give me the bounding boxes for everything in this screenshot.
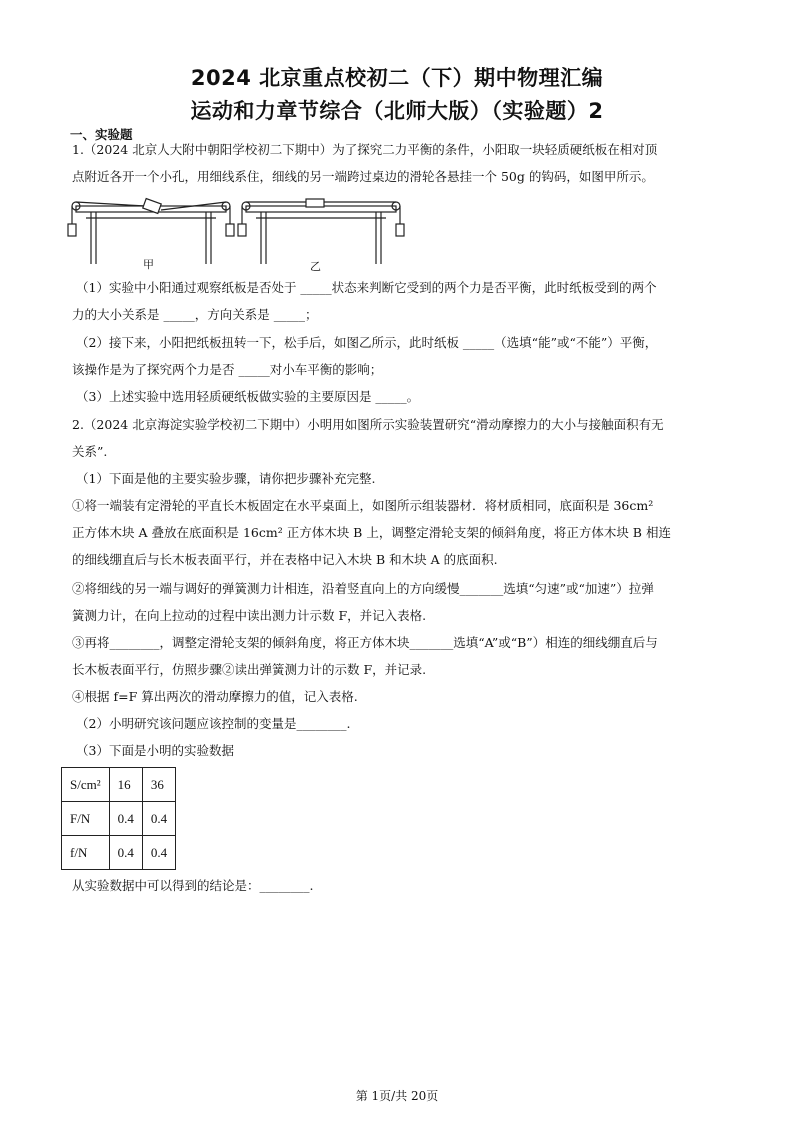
figure-label-b: 乙: [310, 260, 321, 273]
q2-conclusion: 从实验数据中可以得到的结论是：________.: [72, 878, 314, 893]
q1-stem-line2: 点附近各开一个小孔，用细线系住，细线的另一端跨过桌边的滑轮各悬挂一个 50g 的钩码，如图甲所示。: [72, 169, 654, 184]
figure-label-a: 甲: [143, 258, 154, 271]
q2-step1-a: ①将一端装有定滑轮的平直长木板固定在水平桌面上，如图所示组装器材．将材质相同，底面积是 36cm²: [72, 498, 654, 513]
page-subtitle: 运动和力章节综合（北师大版）（实验题）2: [190, 99, 604, 123]
q1-stem-line1: 1.（2024 北京人大附中朝阳学校初二下期中）为了探究二力平衡的条件，小阳取一块轻质硬纸板在相对顶: [72, 142, 658, 157]
q2-stem-line1: 2.（2024 北京海淀实验学校初二下期中）小明用如图所示实验装置研究“滑动摩擦力的大小与接触面积有无: [72, 417, 664, 432]
q2-step1-b: 正方体木块 A 叠放在底面积是 16cm² 正方体木块 B 上，调整定滑轮支架的倾斜角度，将正方体木块 B 相连: [72, 525, 671, 540]
q2-step4: ④根据 f=F 算出两次的滑动摩擦力的值，记入表格.: [72, 689, 358, 704]
q1-part3: （3）上述实验中选用轻质硬纸板做实验的主要原因是 _____。: [76, 389, 420, 404]
page-title: 2024 北京重点校初二（下）期中物理汇编: [190, 66, 604, 90]
table-cell: 0.4: [109, 802, 142, 836]
q2-sub3: （3）下面是小明的实验数据: [76, 743, 234, 758]
table-row: [62, 802, 176, 836]
table-cell: 0.4: [142, 836, 175, 870]
q2-step1-c: 的细线绷直后与长木板表面平行，并在表格中记入木块 B 和木块 A 的底面积.: [72, 552, 498, 567]
table-cell: 16: [109, 768, 142, 802]
table-b-diagram: [238, 199, 404, 264]
table-cell: F/N: [62, 802, 110, 836]
section-heading: 一、实验题: [70, 127, 133, 142]
q1-part2-line2: 该操作是为了探究两个力是否 _____对小车平衡的影响；: [72, 362, 383, 377]
q2-sub1: （1）下面是他的主要实验步骤，请你把步骤补充完整.: [76, 471, 376, 486]
q2-sub2: （2）小明研究该问题应该控制的变量是________.: [76, 716, 351, 731]
table-row: [62, 836, 176, 870]
table-cell: 0.4: [109, 836, 142, 870]
table-cell: f/N: [62, 836, 110, 870]
q2-step3-a: ③再将________，调整定滑轮支架的倾斜角度，将正方体木块_______选填“A”或“B”）相连的细线绷直后与: [72, 635, 658, 650]
page-footer: 第 1页/共 20页: [355, 1089, 439, 1103]
q2-stem-line2: 关系”.: [72, 444, 108, 459]
q2-step2-a: ②将细线的另一端与调好的弹簧测力计相连，沿着竖直向上的方向缓慢_______选填“匀速”或“加速”）拉弹: [72, 581, 654, 596]
q1-part1-line2: 力的大小关系是 _____，方向关系是 _____；: [72, 307, 318, 322]
q1-part1-line1: （1）实验中小阳通过观察纸板是否处于 _____状态来判断它受到的两个力是否平衡，此时纸板受到的两个: [76, 280, 657, 295]
q2-step2-b: 簧测力计，在向上拉动的过程中读出测力计示数 F，并记入表格.: [72, 608, 427, 623]
table-cell: 0.4: [142, 802, 175, 836]
experiment-figure: [66, 196, 406, 276]
data-table: [61, 767, 176, 870]
table-cell: 36: [142, 768, 175, 802]
table-cell: S/cm²: [62, 768, 110, 802]
q1-part2-line1: （2）接下来，小阳把纸板扭转一下，松手后，如图乙所示，此时纸板 _____（选填“能”或“不能”）平衡，: [76, 335, 658, 350]
q2-step3-b: 长木板表面平行，仿照步骤②读出弹簧测力计的示数 F，并记录.: [72, 662, 427, 677]
table-row: [62, 768, 176, 802]
table-a-diagram: [68, 199, 234, 264]
